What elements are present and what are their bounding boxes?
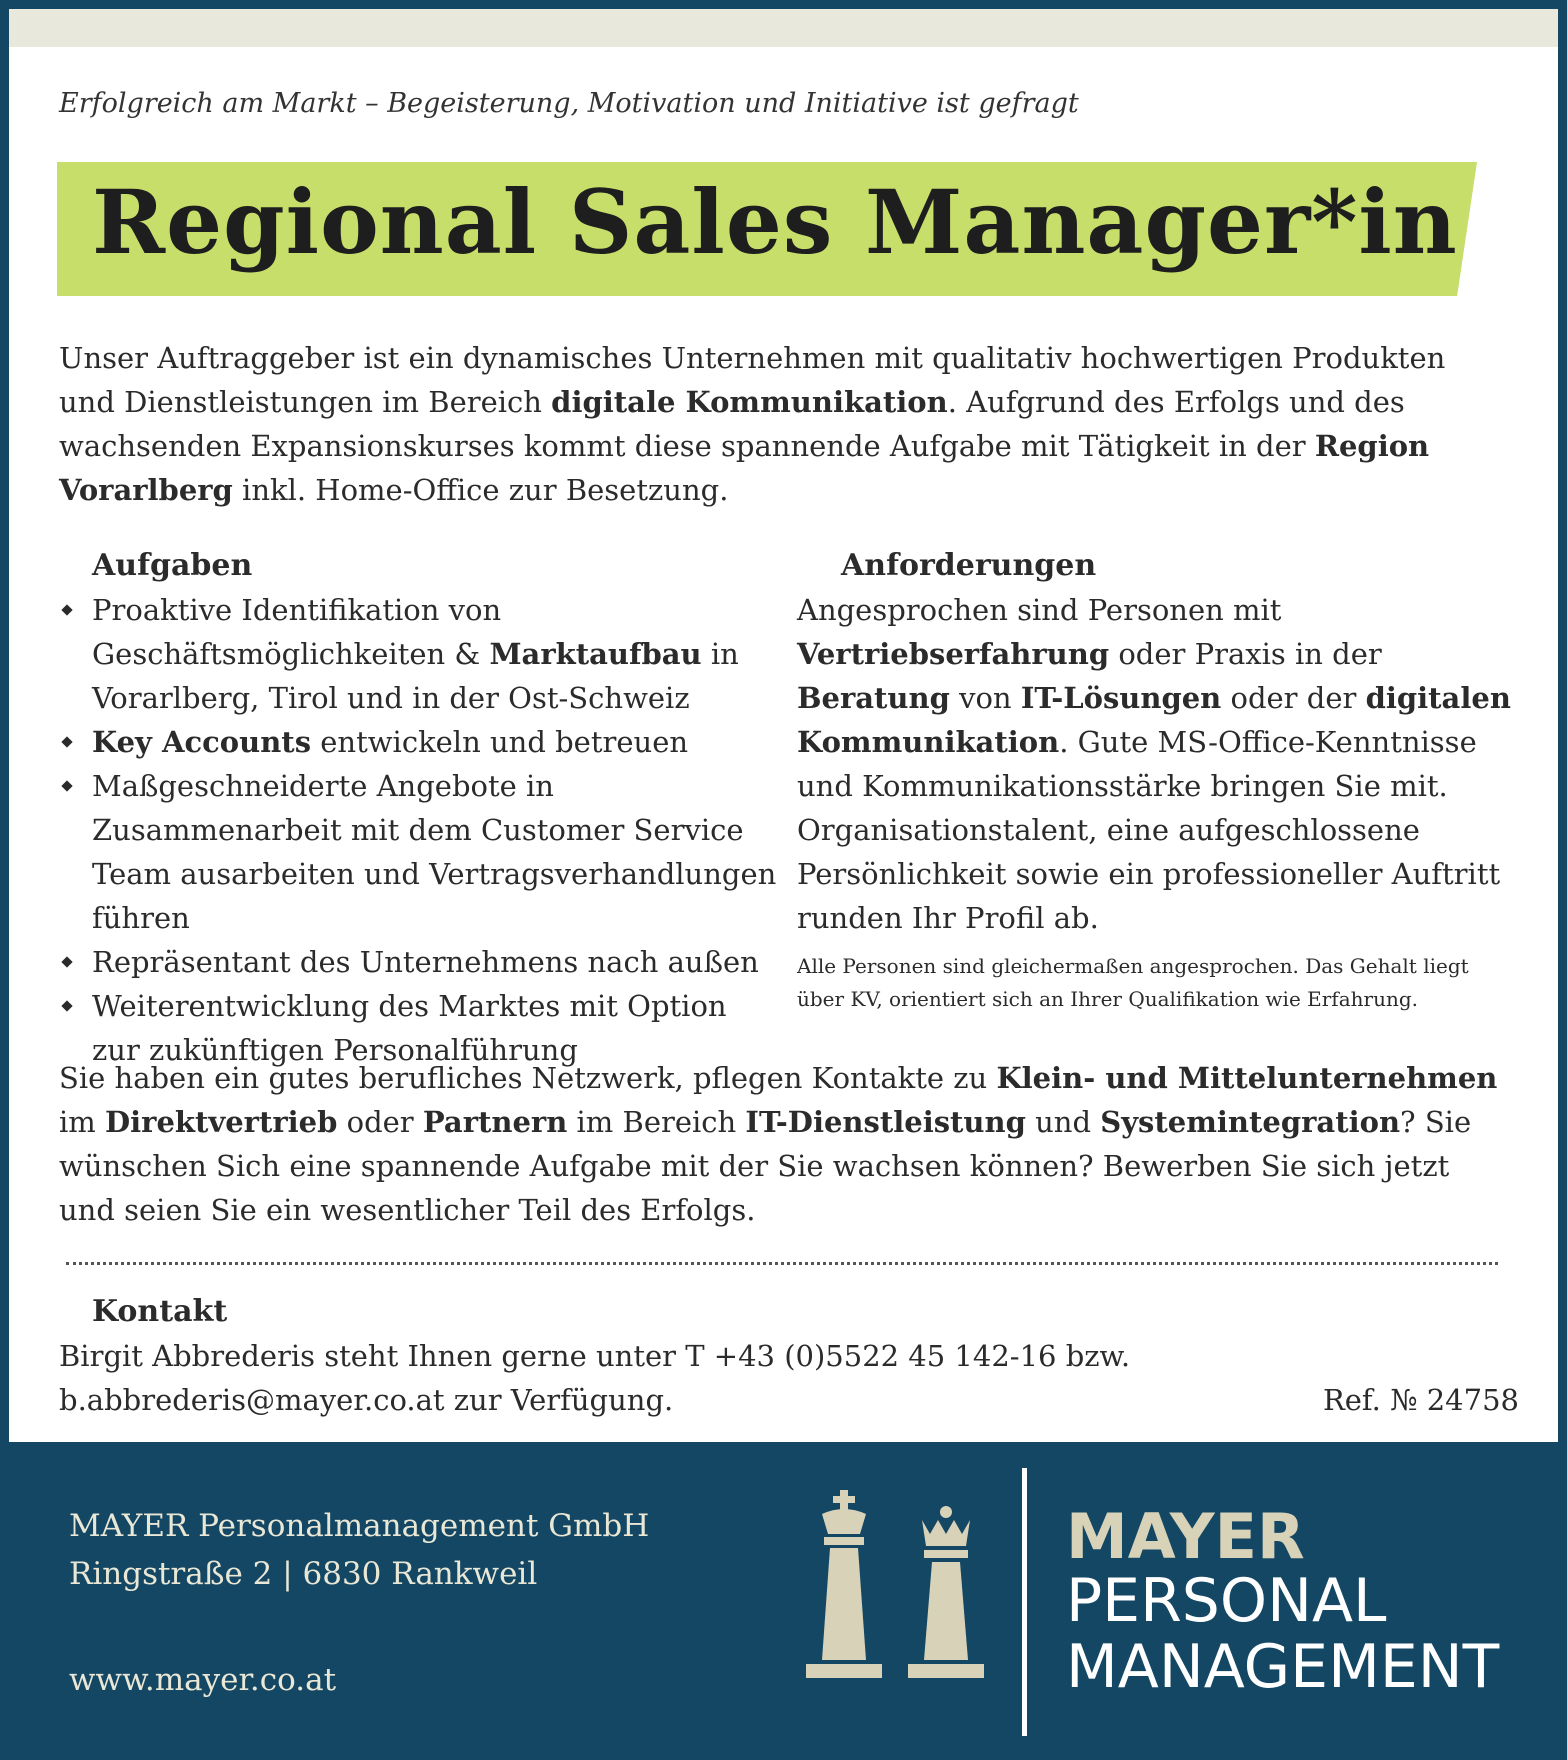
brand-line-management: MANAGEMENT <box>1066 1632 1500 1702</box>
closing-text: oder <box>337 1105 423 1139</box>
task-text: entwickeln und betreuen <box>311 725 689 759</box>
closing-text: im Bereich <box>567 1105 746 1139</box>
chess-pieces-icon <box>800 1490 990 1690</box>
footer-company: MAYER Personalmanagement GmbH <box>69 1508 650 1544</box>
closing-text: und <box>1025 1105 1101 1139</box>
subtitle: Erfolgreich am Markt – Begeisterung, Motivation und Initiative ist gefragt <box>59 88 1079 119</box>
closing-bold: Systemintegration <box>1100 1105 1401 1139</box>
task-text: Maßgeschneiderte Angebote in Zusammenarbeit mit dem Customer Service Team ausarbeiten und Vertragsverhandlungen führen <box>92 769 777 935</box>
diamond-bullet-icon <box>61 736 72 747</box>
list-item <box>59 588 779 720</box>
req-bold: IT-Lösungen <box>1020 681 1222 715</box>
task-text: Repräsentant des Unternehmens nach außen <box>92 945 759 979</box>
intro-paragraph <box>59 336 1509 512</box>
req-text: oder der <box>1221 681 1366 715</box>
list-item <box>59 940 779 984</box>
closing-text: ? Sie wünschen Sich eine spannende Aufgabe mit der Sie wachsen können? Bewerben Sie sich jetzt und seien Sie ein wesentlicher Teil des Erfolgs. <box>59 1105 1472 1227</box>
king-head <box>822 1509 866 1534</box>
queen-body <box>924 1562 968 1660</box>
contact-section <box>59 1290 1519 1422</box>
req-text: oder Praxis in der <box>1109 637 1382 671</box>
tasks-list <box>59 588 779 1072</box>
footer-address: Ringstraße 2 | 6830 Rankweil <box>69 1556 538 1592</box>
queen-top <box>940 1506 952 1518</box>
top-band <box>9 9 1558 47</box>
queen-base <box>908 1664 984 1678</box>
tasks-section <box>59 544 779 1072</box>
intro-bold: Region Vorarlberg <box>59 429 1430 507</box>
contact-line-email[interactable]: b.abbrederis@mayer.co.at zur Verfügung. <box>59 1383 674 1417</box>
diamond-bullet-icon <box>61 956 72 967</box>
req-text: . Gute MS-Office-Kenntnisse und Kommunikationsstärke bringen Sie mit. Organisationstalent, eine aufgeschlossene Persönlichkeit sowie ein professioneller Auftritt runden Ihr Profil ab. <box>797 725 1501 935</box>
req-bold: Vertriebserfahrung <box>797 637 1110 671</box>
task-bold: Marktaufbau <box>489 637 702 671</box>
requirements-section <box>797 544 1517 1016</box>
closing-bold: Klein- und Mittelunternehmen <box>996 1061 1498 1095</box>
task-text: Proaktive Identifikation von Geschäftsmöglichkeiten & <box>92 593 502 671</box>
intro-text: . Aufgrund des Erfolgs und des wachsenden Expansionskurses kommt diese spannende Aufgabe mit Tätigkeit in der <box>59 385 1405 463</box>
list-item <box>59 764 779 940</box>
intro-text: Unser Auftraggeber ist ein dynamisches Unternehmen mit qualitativ hochwertigen Produkten und Dienstleistungen im Bereich <box>59 341 1446 419</box>
reference-number: Ref. № 24758 <box>1322 1383 1519 1417</box>
king-collar <box>824 1537 864 1545</box>
task-bold: Key Accounts <box>92 725 312 759</box>
contact-line-phone: Birgit Abbrederis steht Ihnen gerne unter T +43 (0)5522 45 142-16 bzw. <box>59 1339 1131 1373</box>
king-base <box>806 1664 882 1678</box>
closing-paragraph <box>59 1056 1509 1232</box>
req-text: Angesprochen sind Personen mit <box>797 593 1282 627</box>
intro-text: inkl. Home-Office zur Besetzung. <box>232 473 729 507</box>
list-item <box>59 720 779 764</box>
contact-heading: Kontakt <box>92 1294 228 1329</box>
equal-opportunity-note: Alle Personen sind gleichermaßen angesprochen. Das Gehalt liegt über KV, orientiert sich an Ihrer Qualifikation wie Erfahrung. <box>797 954 1469 1011</box>
req-text: von <box>949 681 1021 715</box>
requirements-text <box>797 588 1517 940</box>
footer-divider <box>1022 1468 1027 1736</box>
req-bold: digitalen Kommunikation <box>797 681 1511 759</box>
closing-text: im <box>59 1105 105 1139</box>
page-title: Regional Sales Manager*in <box>92 170 1458 274</box>
king-cross-horizontal <box>833 1496 855 1503</box>
brand-line-personal: PERSONAL <box>1066 1566 1387 1636</box>
req-bold: Beratung <box>797 681 950 715</box>
closing-bold: Direktvertrieb <box>105 1105 338 1139</box>
requirements-heading: Anforderungen <box>841 548 1097 583</box>
closing-bold: IT-Dienstleistung <box>745 1105 1026 1139</box>
king-body <box>822 1548 866 1660</box>
task-text: in Vorarlberg, Tirol und in der Ost-Schweiz <box>92 637 739 715</box>
queen-collar <box>924 1550 968 1558</box>
diamond-bullet-icon <box>61 1000 72 1011</box>
footer-website[interactable]: www.mayer.co.at <box>69 1662 337 1698</box>
intro-bold: digitale Kommunikation <box>551 385 948 419</box>
task-text: Weiterentwicklung des Marktes mit Option zur zukünftigen Personalführung <box>92 989 727 1067</box>
closing-text: Sie haben ein gutes berufliches Netzwerk, pflegen Kontakte zu <box>59 1061 997 1095</box>
dotted-divider <box>66 1262 1498 1265</box>
closing-bold: Partnern <box>422 1105 568 1139</box>
queen-crown <box>922 1520 970 1546</box>
brand-name: MAYER <box>1066 1500 1305 1573</box>
diamond-bullet-icon <box>61 780 72 791</box>
diamond-bullet-icon <box>61 604 72 615</box>
tasks-heading: Aufgaben <box>92 548 253 583</box>
